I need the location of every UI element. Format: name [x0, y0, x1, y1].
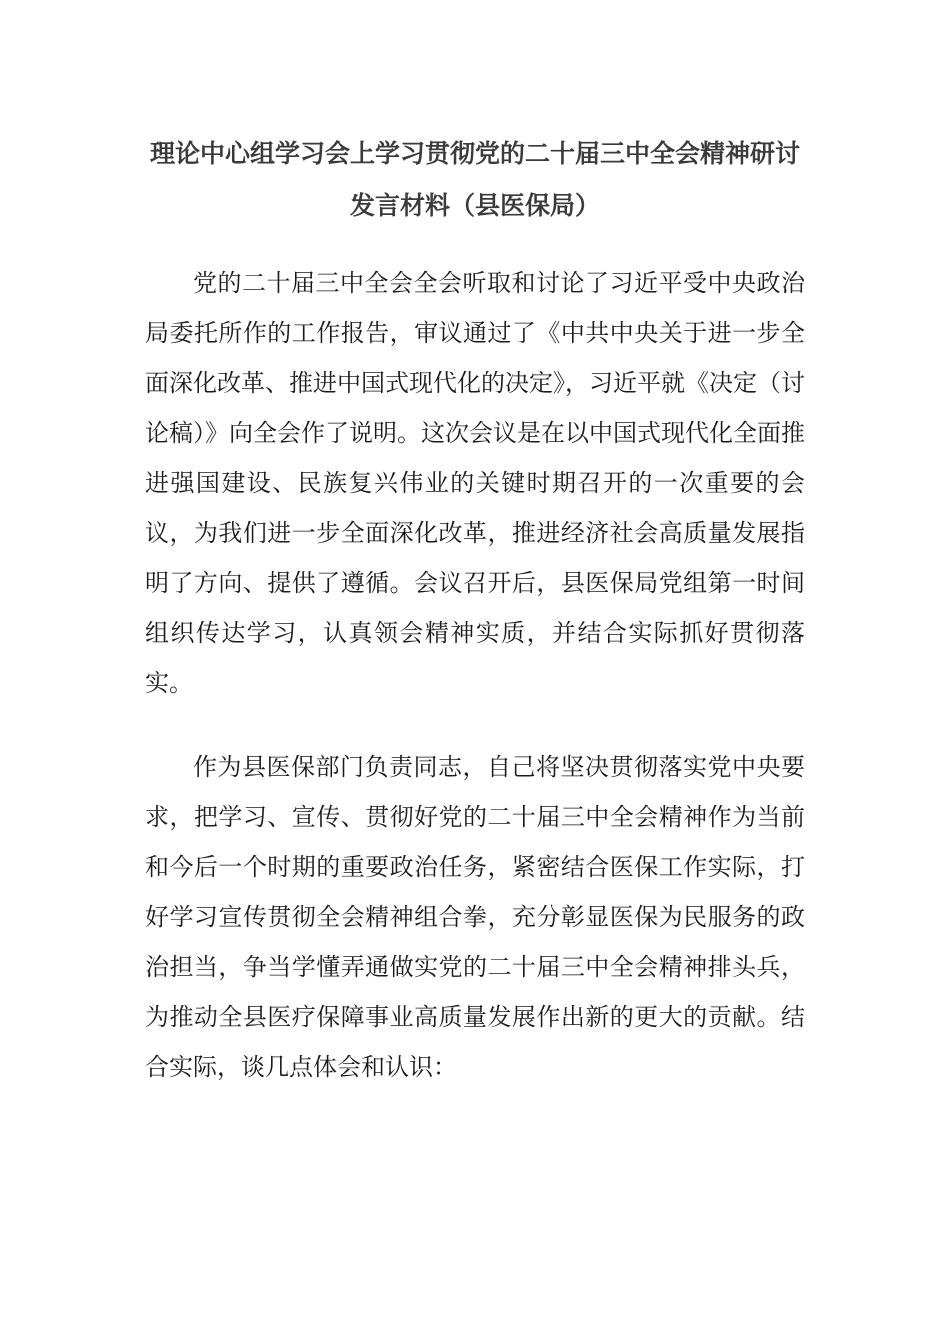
document-title: 理论中心组学习会上学习贯彻党的二十届三中全会精神研讨发言材料（县医保局） [149, 139, 800, 220]
body-paragraph-2: 作为县医保部门负责同志，自己将坚决贯彻落实党中央要求，把学习、宣传、贯彻好党的二十届三中全会精神作为当前和今后一个时期的重要政治任务，紧密结合医保工作实际，打好学习宣传贯彻全会精神组合拳，充分彰显医保为民服务的政治担当，争当学懂弄通做实党的二十届三中全会精神排头兵，为推动全县医疗保障事业高质量发展作出新的更大的贡献。结合实际，谈几点体会和认识： [145, 753, 805, 1081]
body-paragraph-1: 党的二十届三中全会全会听取和讨论了习近平受中央政治局委托所作的工作报告，审议通过了《中共中央关于进一步全面深化改革、推进中国式现代化的决定》，习近平就《决定（讨论稿）》向全会作了说明。这次会议是在以中国式现代化全面推进强国建设、民族复兴伟业的关键时期召开的一次重要的会议，为我们进一步全面深化改革，推进经济社会高质量发展指明了方向、提供了遵循。会议召开后，县医保局党组第一时间组织传达学习，认真领会精神实质，并结合实际抓好贯彻落实。 [145, 269, 805, 697]
